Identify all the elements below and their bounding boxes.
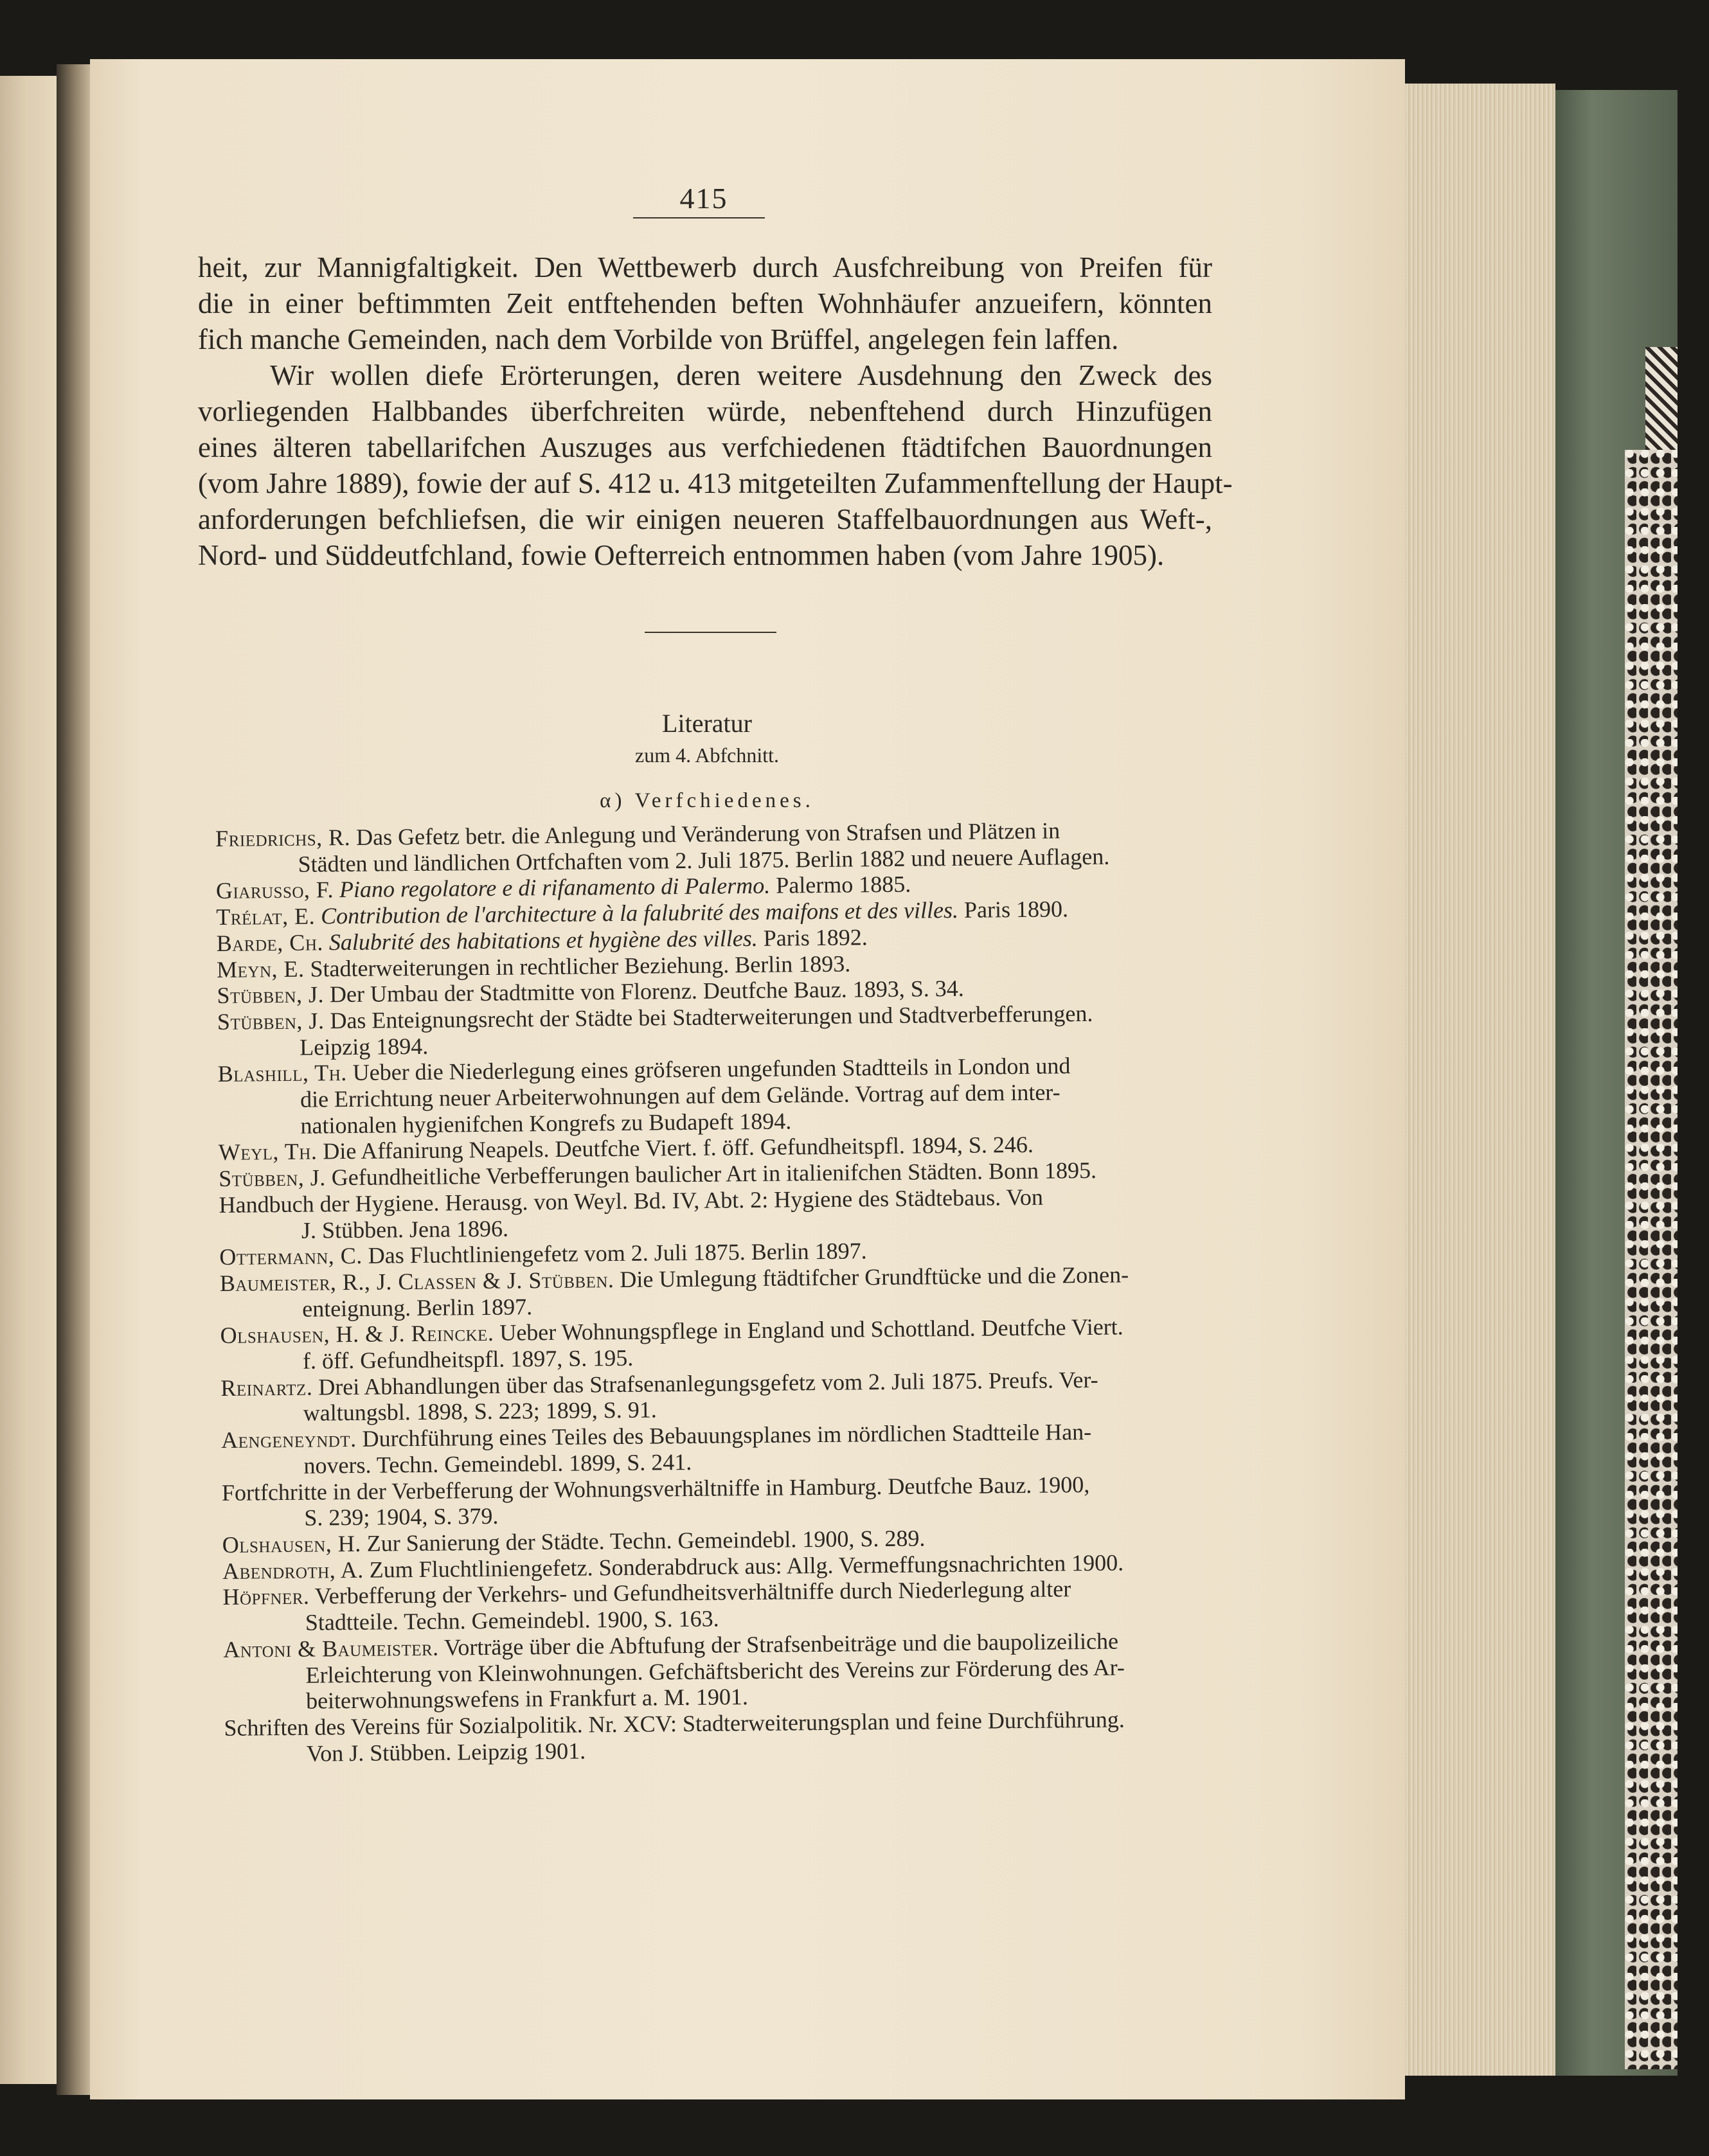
bibliography-entry — [220, 1261, 1236, 1323]
entry-author: Weyl, Th. — [218, 1138, 318, 1166]
entry-text: Stadterweiterungen in rechtlicher Beziehung. Berlin 1893. — [310, 950, 851, 982]
entry-author: Barde, Ch. — [216, 929, 324, 956]
entry-author: Aengeneyndt. — [220, 1426, 357, 1454]
entry-text: die Errichtung neuer Arbeiterwohnungen auf dem Gelände. Vortrag auf dem inter- — [300, 1079, 1060, 1112]
entry-author: Olshausen, H. — [222, 1530, 361, 1558]
entry-author: Ottermann, C. — [219, 1243, 363, 1270]
body-paragraphs — [198, 249, 1233, 573]
entry-text: novers. Techn. Gemeindebl. 1899, S. 241. — [303, 1448, 692, 1479]
page-edges — [1401, 84, 1555, 2076]
body-line: vorliegenden Halbbandes überfchreiten würde, nebenftehend durch Hinzufügen — [198, 395, 1212, 427]
entry-author: Meyn, E. — [216, 956, 305, 983]
literature-title: Literatur — [662, 709, 752, 738]
entry-text: Der Umbau der Stadtmitte von Florenz. Deutfche Bauz. 1893, S. 34. — [329, 976, 965, 1008]
entry-text: nationalen hygienifchen Kongrefs zu Budapeft 1894. — [300, 1108, 792, 1139]
entry-author: Friedrichs, R. — [215, 824, 351, 851]
entry-text: Durchführung eines Teiles des Bebauungsplanes im nördlichen Stadtteile Han- — [362, 1419, 1092, 1452]
entry-text: Die Umlegung ftädtifcher Grundftücke und die Zonen- — [620, 1261, 1129, 1292]
entry-text: Ueber Wohnungspflege in England und Schottland. Deutfche Viert. — [499, 1314, 1123, 1346]
entry-text: Vorträge über die Abftufung der Strafsenbeiträge und die baupolizeiliche — [443, 1628, 1119, 1661]
entry-text: Paris 1890. — [963, 896, 1069, 923]
entry-title: Salubrité des habitations et hygiène des villes. — [328, 925, 758, 956]
entry-author: Olshausen, H. & J. Reincke. — [220, 1320, 494, 1349]
bibliography-entry — [222, 1574, 1239, 1637]
entry-title: Contribution de l'architecture à la falubrité des maifons et des villes. — [320, 897, 959, 929]
entry-text: Fortfchritte in der Verbefferung der Wohnungsverhältniffe in Hamburg. Deutfche Bauz. 1900, — [221, 1471, 1090, 1506]
entry-text: Leipzig 1894. — [300, 1033, 429, 1060]
page-number: 415 — [679, 182, 728, 215]
bibliography-entry — [219, 1182, 1235, 1245]
entry-text: Erleichterung von Kleinwohnungen. Gefchäftsbericht des Vereins zur Förderung des Ar- — [305, 1653, 1125, 1688]
entry-text: Das Gefetz betr. die Anlegung und Veränderung von Strafsen und Plätzen in — [355, 817, 1060, 850]
entry-author: Stübben, J. — [217, 981, 325, 1009]
entry-author: Höpfner. — [222, 1583, 310, 1610]
marbled-board — [1625, 450, 1678, 2069]
bibliography-entry — [220, 1366, 1237, 1428]
entry-text: f. öff. Gefundheitspfl. 1897, S. 195. — [302, 1344, 634, 1374]
entry-author: Abendroth, A. — [222, 1556, 364, 1584]
bibliography-entry — [220, 1313, 1236, 1375]
body-line: (vom Jahre 1889), fowie der auf S. 412 u. 413 mitgeteilten Zufammenftellung der Haupt- — [198, 467, 1233, 499]
body-line: heit, zur Mannigfaltigkeit. Den Wettbewerb durch Ausfchreibung von Preifen für — [198, 251, 1212, 283]
entry-author: Giarusso, F. — [215, 877, 334, 904]
bibliography-entry — [221, 1418, 1237, 1480]
entry-text: Von J. Stübben. Leipzig 1901. — [306, 1738, 586, 1767]
entry-text: J. Stübben. Jena 1896. — [301, 1215, 509, 1243]
section-separator — [645, 632, 776, 633]
body-line: anforderungen befchliefsen, die wir einigen neueren Staffelbauordnungen aus Weft-, — [198, 503, 1212, 535]
entry-text: Gefundheitliche Verbefferungen baulicher Art in italienifchen Städten. Bonn 1895. — [331, 1157, 1097, 1191]
entry-text: Das Fluchtliniengefetz vom 2. Juli 1875. Berlin 1897. — [368, 1238, 867, 1269]
entry-author: Trélat, E. — [216, 903, 316, 931]
entry-text: Palermo 1885. — [776, 871, 911, 899]
entry-text: Stadtteile. Techn. Gemeindebl. 1900, S. 163. — [305, 1605, 719, 1635]
entry-text: waltungsbl. 1898, S. 223; 1899, S. 91. — [303, 1396, 657, 1427]
bibliography-entry — [218, 1051, 1234, 1139]
body-line: Nord- und Süddeutfchland, fowie Oefterreich entnommen haben (vom Jahre 1905). — [198, 539, 1165, 571]
entry-text: enteignung. Berlin 1897. — [302, 1293, 533, 1322]
entry-text: Die Affanirung Neapels. Deutfche Viert. f. öff. Gefundheitspfl. 1894, S. 246. — [323, 1132, 1034, 1164]
entry-text: Paris 1892. — [763, 924, 868, 951]
book-gutter — [57, 64, 95, 2095]
entry-text: Zum Fluchtliniengefetz. Sonderabdruck aus: Allg. Vermeffungsnachrichten 1900. — [369, 1549, 1124, 1583]
entry-text: Zur Sanierung der Städte. Techn. Gemeindebl. 1900, S. 289. — [366, 1525, 926, 1556]
entry-author: Baumeister, R., J. Classen & J. Stübben. — [219, 1267, 614, 1296]
entry-text: Verbefferung der Verkehrs- und Gefundheitsverhältniffe durch Niederlegung alter — [314, 1576, 1071, 1609]
literature-subtitle: zum 4. Abfchnitt. — [635, 744, 779, 767]
entry-text: S. 239; 1904, S. 379. — [304, 1503, 499, 1531]
entry-text: beiterwohnungswefens in Frankfurt a. M. 1901. — [305, 1684, 749, 1714]
entry-text: Handbuch der Hygiene. Herausg. von Weyl. Bd. IV, Abt. 2: Hygiene des Städtebaus. Von — [219, 1184, 1044, 1218]
left-facing-page — [0, 76, 57, 2084]
entry-title: Piano regolatore e di rifanamento di Palermo. — [339, 873, 771, 903]
entry-text: Schriften des Vereins für Sozialpolitik. Nr. XCV: Stadterweiterungsplan und feine Durchführung. — [224, 1706, 1125, 1741]
body-line: Wir wollen diefe Erörterungen, deren weitere Ausdehnung den Zweck des — [270, 359, 1212, 391]
entry-text: Das Enteignungsrecht der Städte bei Stadterweiterungen und Stadtverbefferungen. — [330, 1000, 1093, 1034]
entry-text: Ueber die Niederlegung eines gröfseren ungefunden Stadtteils in London und — [352, 1053, 1071, 1086]
bibliography-entry — [224, 1706, 1240, 1768]
entry-author: Antoni & Baumeister. — [223, 1634, 439, 1662]
entry-text: Städten und ländlichen Ortfchaften vom 2. Juli 1875. Berlin 1882 und neuere Auflagen. — [298, 843, 1110, 877]
section-heading: α) Verfchiedenes. — [600, 789, 814, 812]
bibliography-entry — [217, 999, 1233, 1062]
entry-author: Stübben, J. — [219, 1164, 326, 1192]
entry-text: Drei Abhandlungen über das Strafsenanlegungsgefetz vom 2. Juli 1875. Preufs. Ver- — [318, 1366, 1098, 1400]
bibliography-entry — [215, 816, 1231, 878]
entry-author: Blashill, Th. — [217, 1060, 347, 1087]
header-rule — [633, 217, 765, 218]
entry-author: Reinartz. — [220, 1374, 313, 1401]
bibliography-list — [215, 816, 1240, 1767]
bibliography-entry — [222, 1470, 1238, 1532]
entry-author: Stübben, J. — [217, 1008, 325, 1035]
body-line: die in einer beftimmten Zeit entftehenden beften Wohnhäufer anzueifern, könnten — [198, 287, 1212, 319]
body-line: eines älteren tabellarifchen Auszuges aus verfchiedenen ftädtifchen Bauordnungen — [198, 431, 1212, 463]
body-line: fich manche Gemeinden, nach dem Vorbilde von Brüffel, angelegen fein laffen. — [198, 323, 1119, 355]
bibliography-entry — [223, 1627, 1239, 1715]
